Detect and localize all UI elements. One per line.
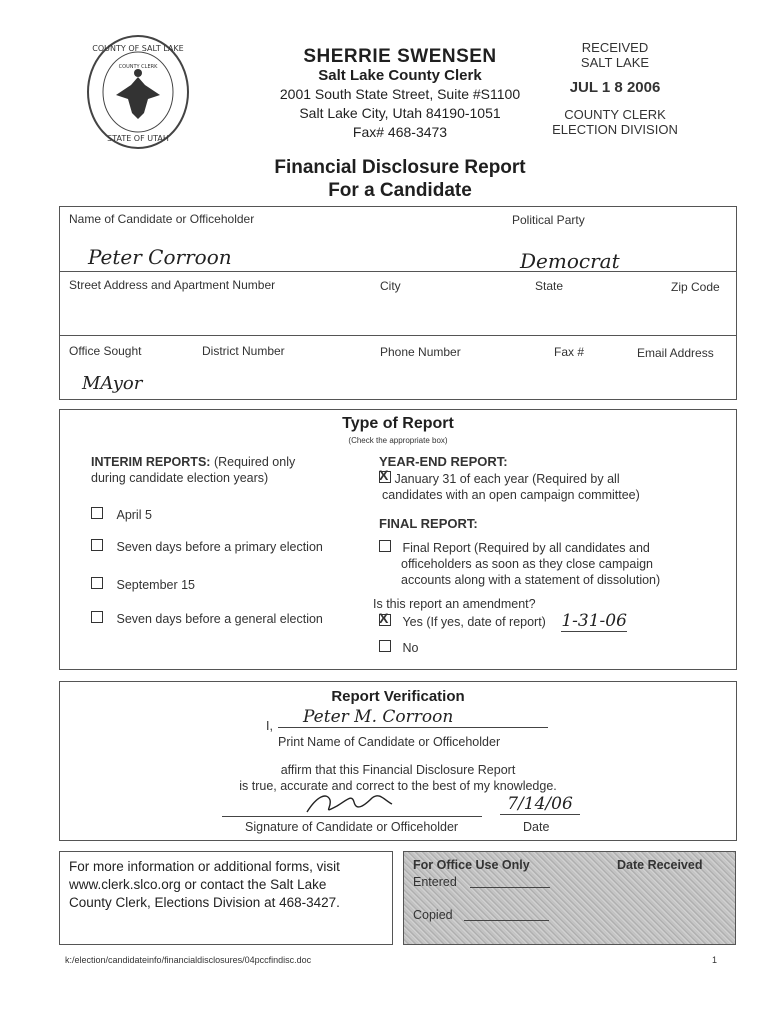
zip-label: Zip Code [671,280,720,294]
checkbox-primary[interactable] [91,539,103,551]
signature-line [222,816,482,817]
affirm-line-2: is true, accurate and correct to the best of my knowledge. [239,779,557,793]
checkbox-april-5[interactable] [91,507,103,519]
seal-bottom-text: STATE OF UTAH [107,134,169,143]
yearend-line-2: candidates with an open campaign committee) [382,488,640,502]
yearend-heading: YEAR-END REPORT: [379,454,508,469]
option-primary[interactable] [91,539,323,555]
report-type-title: Type of Report [342,415,454,432]
entered-line [470,887,550,888]
verification-title: Report Verification [331,688,465,705]
final-line-1: Final Report (Required by all candidates and [402,541,650,555]
info-box [59,851,393,945]
stamp-election-division: ELECTION DIVISION [552,122,678,137]
footer-path: k:/election/candidateinfo/financialdisclosures/04pccfindisc.doc [65,955,312,965]
interim-reports-header [91,454,351,486]
checkbox-september-15[interactable] [91,577,103,589]
option-yearend[interactable] [379,467,699,503]
state-label: State [535,279,564,293]
option-primary-label: Seven days before a primary election [116,540,323,554]
stamp-date: JUL 1 8 2006 [569,79,661,96]
party-label: Political Party [512,213,585,227]
yearend-line-1: January 31 of each year (Required by all [394,472,620,486]
final-heading: FINAL REPORT: [379,516,478,531]
copied-label: Copied [413,908,453,922]
info-line-1: For more information or additional forms, visit [69,859,340,874]
seal-center-text: COUNTY CLERK [118,64,158,70]
yearend-check-mark: X [379,467,389,483]
interim-heading: INTERIM REPORTS: [91,455,211,469]
amendment-date[interactable]: 1-31-06 [561,611,627,631]
signature-label: Signature of Candidate or Officeholder [245,820,459,834]
form-title [230,156,570,202]
page-number: 1 [712,955,718,965]
option-september-15-label: September 15 [116,578,196,592]
option-amend-yes[interactable] [379,610,719,631]
address-line-2: Salt Lake City, Utah 84190-1051 [299,105,501,121]
copied-line [464,920,549,921]
candidate-name-value[interactable]: Peter Corroon [88,245,232,269]
stamp-received: RECEIVED [581,40,649,55]
info-line-2[interactable]: www.clerk.slco.org or contact the Salt Lake [69,877,327,892]
final-line-3: accounts along with a statement of dissolution) [401,573,661,587]
clerk-title: Salt Lake County Clerk [318,67,482,84]
i-label: I, [266,719,273,733]
city-label: City [380,279,401,293]
report-type-subtitle: (Check the appropriate box) [348,436,448,445]
county-seal [86,33,190,151]
checkbox-amend-no[interactable] [379,640,391,652]
candidate-info-box [59,206,737,400]
option-amend-no[interactable] [379,640,418,656]
received-stamp [540,40,690,137]
verification-box [59,681,737,841]
verification-date[interactable]: 7/14/06 [500,794,580,815]
info-line-3: County Clerk, Elections Division at 468-3427. [69,895,340,910]
form-title-line-1: Financial Disclosure Report [274,157,526,178]
district-label: District Number [202,344,285,358]
checkbox-amend-yes[interactable] [379,610,391,626]
info-text [69,858,340,912]
checkbox-final[interactable] [379,540,391,552]
form-title-line-2: For a Candidate [328,180,472,201]
interim-note-1: (Required only [213,455,296,469]
amend-yes-label: Yes (If yes, date of report) [402,615,546,629]
clerk-header [250,47,550,142]
amend-check-mark: X [379,610,389,626]
report-type-box [59,409,737,670]
candidate-name-label: Name of Candidate or Officeholder [69,212,255,226]
phone-label: Phone Number [380,345,461,359]
checkbox-yearend[interactable] [379,467,391,483]
option-general-label: Seven days before a general election [116,612,323,626]
amend-no-label: No [402,641,419,655]
date-received-label: Date Received [617,858,703,872]
fax-number: Fax# 468-3473 [352,124,448,140]
stamp-salt-lake: SALT LAKE [580,55,650,70]
street-label: Street Address and Apartment Number [69,278,276,292]
print-name-label: Print Name of Candidate or Officeholder [278,735,501,749]
stamp-county-clerk: COUNTY CLERK [564,107,666,122]
office-sought-label: Office Sought [69,344,142,358]
party-value[interactable]: Democrat [520,249,620,273]
clerk-name: SHERRIE SWENSEN [303,46,497,67]
office-use-title: For Office Use Only [413,858,530,872]
address-line-1: 2001 South State Street, Suite #S1100 [279,86,521,102]
final-line-2: officeholders as soon as they close campaign [401,557,654,571]
date-label: Date [523,820,550,834]
option-april-5[interactable] [91,507,152,523]
option-september-15[interactable] [91,577,195,593]
signer-printed-name[interactable]: Peter M. Corroon [278,707,548,728]
signature-scribble [292,786,412,818]
fax-label: Fax # [554,345,585,359]
option-general[interactable] [91,611,323,627]
amendment-question: Is this report an amendment? [373,597,536,611]
option-april-5-label: April 5 [116,508,152,522]
office-use-box [403,851,736,945]
checkbox-general[interactable] [91,611,103,623]
email-label: Email Address [637,346,714,360]
entered-label: Entered [413,875,457,889]
option-final[interactable] [379,540,719,588]
office-sought-value[interactable]: MAyor [82,373,143,394]
seal-top-text: COUNTY OF SALT LAKE [92,44,184,53]
interim-note-2: during candidate election years) [91,471,269,485]
affirm-line-1: affirm that this Financial Disclosure Report [280,763,516,777]
